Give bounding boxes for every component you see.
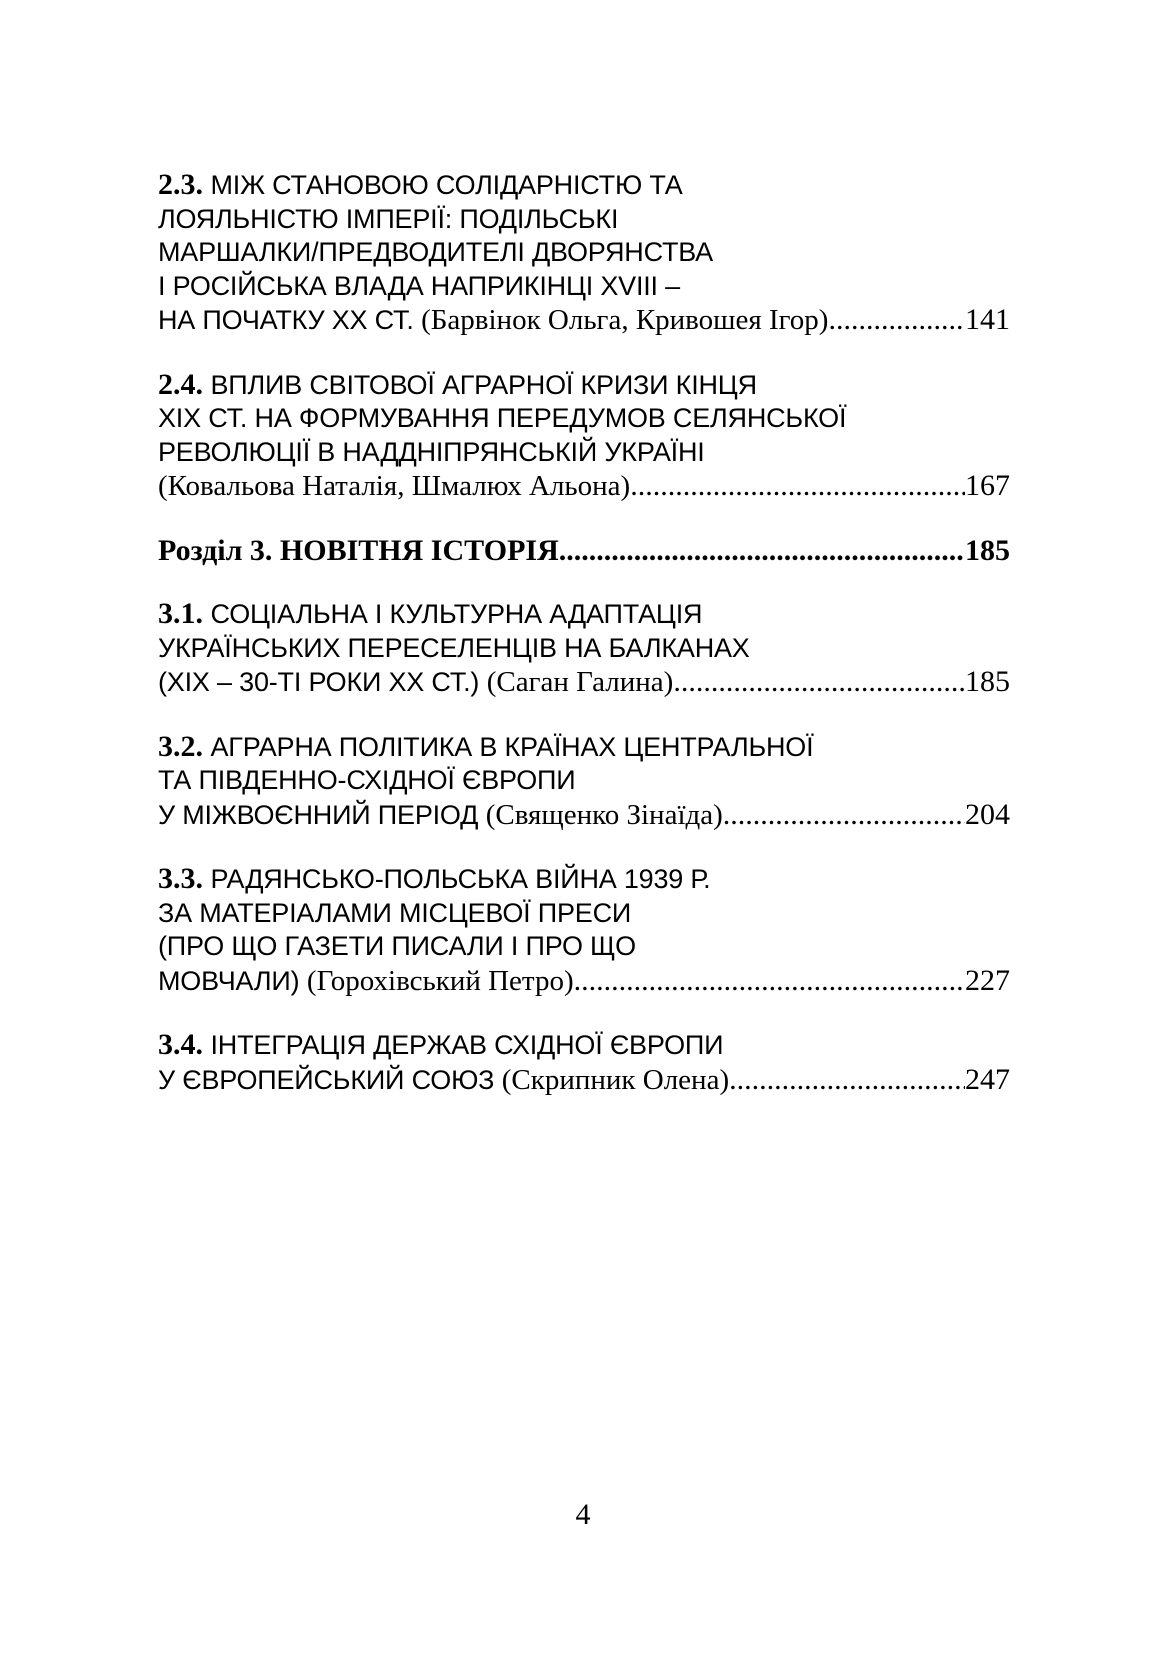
entry-last-text <box>158 1063 729 1098</box>
entry-page-number: 227 <box>965 963 1010 997</box>
entry-title-line: АГРАРНА ПОЛІТИКА В КРАЇНАХ ЦЕНТРАЛЬНОЇ <box>210 731 814 762</box>
entry-title-line: У ЄВРОПЕЙСЬКИЙ СОЮЗ <box>158 1064 495 1095</box>
entry-number: 3.4. <box>158 1028 203 1061</box>
entry-authors: (Ковальова Наталія, Шмалюх Альона) <box>158 470 631 502</box>
dot-leader <box>729 1063 965 1097</box>
entry-title-line: МІЖ СТАНОВОЮ СОЛІДАРНІСТЮ ТА <box>210 170 683 200</box>
entry-page-number: 204 <box>965 797 1010 831</box>
entry-last-line <box>158 798 1010 833</box>
entry-last-text <box>158 303 828 338</box>
toc-entry-line <box>158 597 1010 632</box>
entry-number-dot: . <box>195 168 203 201</box>
toc-entry-line <box>158 368 1010 403</box>
dot-leader <box>828 303 965 337</box>
entry-title-line: (XIX – 30-ТІ РОКИ XX СТ.) <box>158 667 480 697</box>
entry-last-line <box>158 1063 1010 1098</box>
entry-authors: (Священко Зінаїда) <box>485 798 723 831</box>
entry-title-line: У МІЖВОЄННИЙ ПЕРІОД <box>158 799 479 830</box>
entry-title-line: УКРАЇНСЬКИХ ПЕРЕСЕЛЕНЦІВ НА БАЛКАНАХ <box>158 632 750 663</box>
entry-last-line <box>158 964 1010 999</box>
entry-number: 3.2 <box>158 729 196 763</box>
entry-title-line: ЗА МАТЕРІАЛАМИ МІСЦЕВОЇ ПРЕСИ <box>158 897 632 928</box>
dot-leader <box>723 798 965 832</box>
entry-title-line: РАДЯНСЬКО-ПОЛЬСЬКА ВІЙНА 1939 Р. <box>210 864 711 894</box>
dot-leader <box>574 964 965 998</box>
entry-last-line <box>158 303 1010 338</box>
entry-number: 3.1 <box>158 597 196 630</box>
entry-title-line: І РОСІЙСЬКА ВЛАДА НАПРИКІНЦІ XVIII – <box>158 270 680 301</box>
entry-number-dot: . <box>195 597 203 630</box>
page-number-footer: 4 <box>575 1498 591 1531</box>
entry-title-line: ЛОЯЛЬНІСТЮ ІМПЕРІЇ: ПОДІЛЬСЬКІ <box>158 203 619 234</box>
entry-title-line: МАРШАЛКИ/ПРЕДВОДИТЕЛІ ДВОРЯНСТВА <box>158 237 713 267</box>
entry-title-line: XIX СТ. НА ФОРМУВАННЯ ПЕРЕДУМОВ СЕЛЯНСЬКОЇ <box>158 403 847 433</box>
dot-leader <box>673 665 965 699</box>
dot-leader <box>559 534 965 568</box>
entry-title-line: СОЦІАЛЬНА І КУЛЬТУРНА АДАПТАЦІЯ <box>210 599 703 629</box>
entry-last-line <box>158 469 1010 504</box>
entry-number: 2.4. <box>158 367 203 401</box>
entry-last-text <box>158 798 723 833</box>
entry-authors: (Скрипник Олена) <box>501 1063 730 1096</box>
entry-title-line: (ПРО ЩО ГАЗЕТИ ПИСАЛИ І ПРО ЩО <box>158 931 636 961</box>
entry-page-number: 141 <box>965 303 1010 336</box>
entry-number-dot: . <box>195 862 203 895</box>
section-page-number: 185 <box>965 533 1010 567</box>
entry-number-dot: . <box>195 729 203 763</box>
dot-leader <box>630 469 965 503</box>
entry-title-line: ВПЛИВ СВІТОВОЇ АГРАРНОЇ КРИЗИ КІНЦЯ <box>210 369 757 400</box>
toc-entry-line <box>158 1028 1010 1063</box>
entry-last-text <box>158 665 673 700</box>
toc-entry-line <box>158 862 1010 897</box>
toc-entry-3-4[interactable] <box>158 1028 1010 1097</box>
toc-entry-3-1[interactable] <box>158 597 1010 700</box>
entry-page-number: 167 <box>965 469 1010 502</box>
entry-title-line: ТА ПІВДЕННО-СХІДНОЇ ЄВРОПИ <box>158 765 576 795</box>
entry-authors: (Саган Галина) <box>486 666 674 698</box>
entry-title-line: МОВЧАЛИ) <box>158 965 300 996</box>
toc-entry-line <box>158 168 1010 203</box>
entry-last-text <box>158 964 574 999</box>
toc-entry-3-2[interactable] <box>158 730 1010 833</box>
entry-number: 2.3 <box>158 168 196 201</box>
entry-authors: (Горохівський Петро) <box>306 964 574 997</box>
entry-number: 3.3 <box>158 862 196 895</box>
toc-entry-2-4[interactable] <box>158 368 1010 504</box>
toc-entry-3-3[interactable] <box>158 862 1010 998</box>
entry-title-line: НА ПОЧАТКУ XX СТ. <box>158 305 414 335</box>
entry-last-line <box>158 665 1010 700</box>
entry-title-line: РЕВОЛЮЦІЇ В НАДДНІПРЯНСЬКІЙ УКРАЇНІ <box>158 436 705 467</box>
entry-page-number: 185 <box>965 665 1010 698</box>
section-title: Розділ 3. НОВІТНЯ ІСТОРІЯ <box>158 533 559 567</box>
table-of-contents <box>158 168 1010 1097</box>
entry-title-line: ІНТЕГРАЦІЯ ДЕРЖАВ СХІДНОЇ ЄВРОПИ <box>210 1030 724 1060</box>
entry-page-number: 247 <box>965 1062 1010 1096</box>
toc-entry-2-3[interactable] <box>158 168 1010 338</box>
section-heading[interactable] <box>158 534 1010 568</box>
toc-entry-line <box>158 730 1010 765</box>
entry-last-text <box>158 469 630 504</box>
entry-authors: (Барвінок Ольга, Кривошея Ігор) <box>421 304 829 336</box>
section-line <box>158 534 1010 568</box>
